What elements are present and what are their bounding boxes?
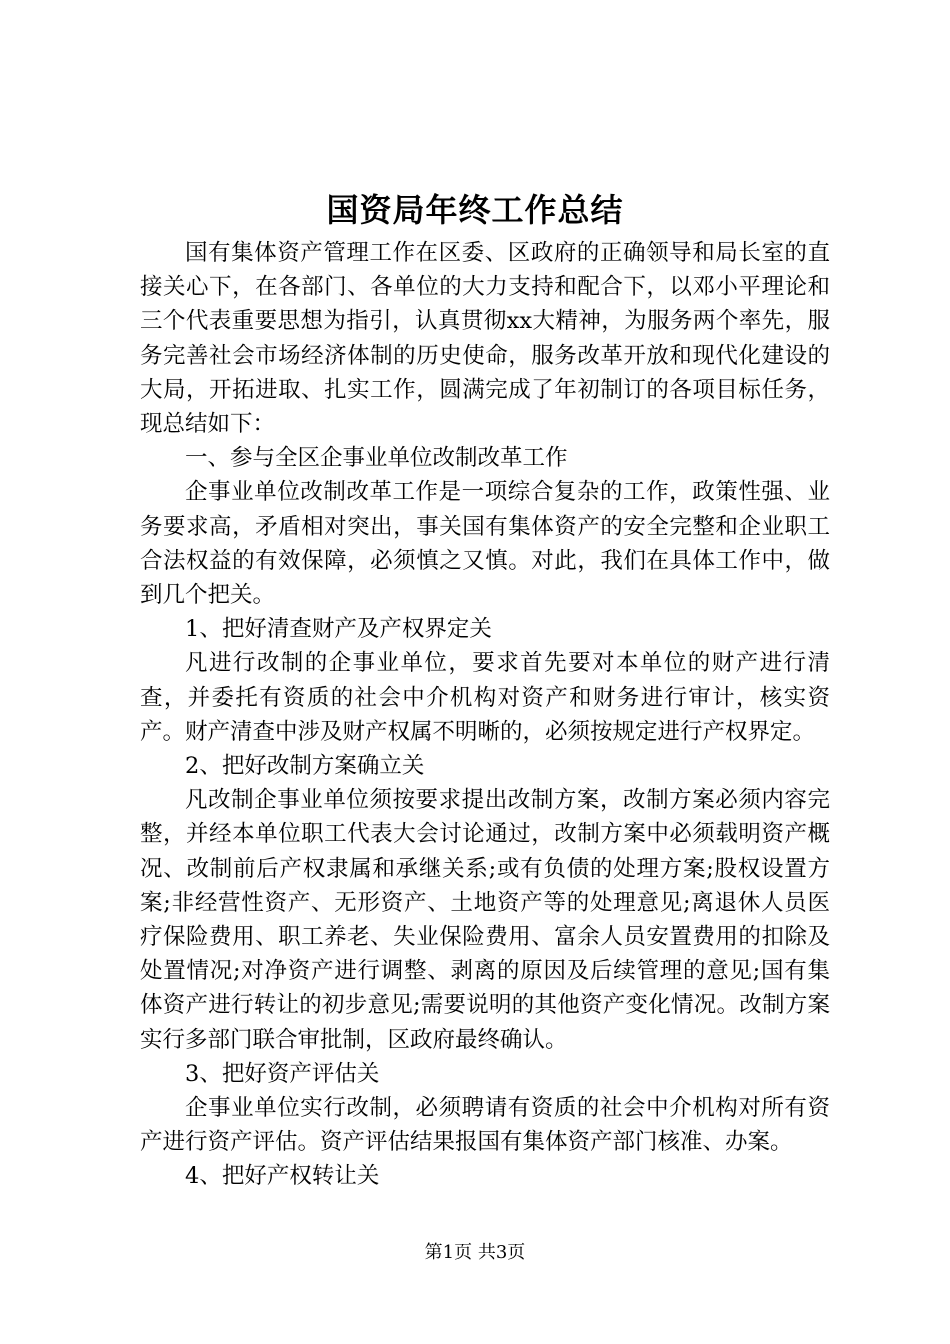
page-number-footer: 第1页 共3页 [424, 1242, 526, 1263]
subsection-heading: 3、把好资产评估关 [185, 1060, 380, 1087]
subsection-heading: 4、把好产权转让关 [185, 1163, 380, 1190]
subsection-heading: 2、把好改制方案确立关 [185, 753, 425, 780]
intro-paragraph: 国有集体资产管理工作在区委、区政府的正确领导和局长室的直接关心下，在各部门、各单位的大力支持和配合下，以邓小平理论和三个代表重要思想为指引，认真贯彻xx大精神，为服务两个率先，服务完善社会市场经济体制的历史使命，服务改革开放和现代化建设的大局，开拓进取、扎实工作，圆满完成了年初制订的各项目标任务，现总结如下： [140, 240, 830, 438]
body-paragraph: 凡改制企事业单位须按要求提出改制方案，改制方案必须内容完整，并经本单位职工代表大会讨论通过，改制方案中必须载明资产概况、改制前后产权隶属和承继关系;或有负债的处理方案;股权设置方案;非经营性资产、无形资产、土地资产等的处理意见;离退休人员医疗保险费用、职工养老、失业保险费用、富余人员安置费用的扣除及处置情况;对净资产进行调整、剥离的原因及后续管理的意见;国有集体资产进行转让的初步意见;需要说明的其他资产变化情况。改制方案实行多部门联合审批制，区政府最终确认。 [140, 787, 830, 1053]
document-title: 国资局年终工作总结 [326, 191, 624, 229]
document-body [140, 236, 830, 1194]
body-paragraph: 企事业单位改制改革工作是一项综合复杂的工作，政策性强、业务要求高，矛盾相对突出，事关国有集体资产的安全完整和企业职工合法权益的有效保障，必须慎之又慎。对此，我们在具体工作中，做到几个把关。 [140, 479, 830, 609]
body-paragraph: 企事业单位实行改制，必须聘请有资质的社会中介机构对所有资产进行资产评估。资产评估结果报国有集体资产部门核准、办案。 [140, 1095, 830, 1156]
subsection-heading: 1、把好清查财产及产权界定关 [185, 616, 492, 643]
body-paragraph: 凡进行改制的企事业单位，要求首先要对本单位的财产进行清查，并委托有资质的社会中介机构对资产和财务进行审计，核实资产。财产清查中涉及财产权属不明晰的，必须按规定进行产权界定。 [140, 650, 830, 745]
section-heading: 一、参与全区企事业单位改制改革工作 [185, 445, 568, 472]
